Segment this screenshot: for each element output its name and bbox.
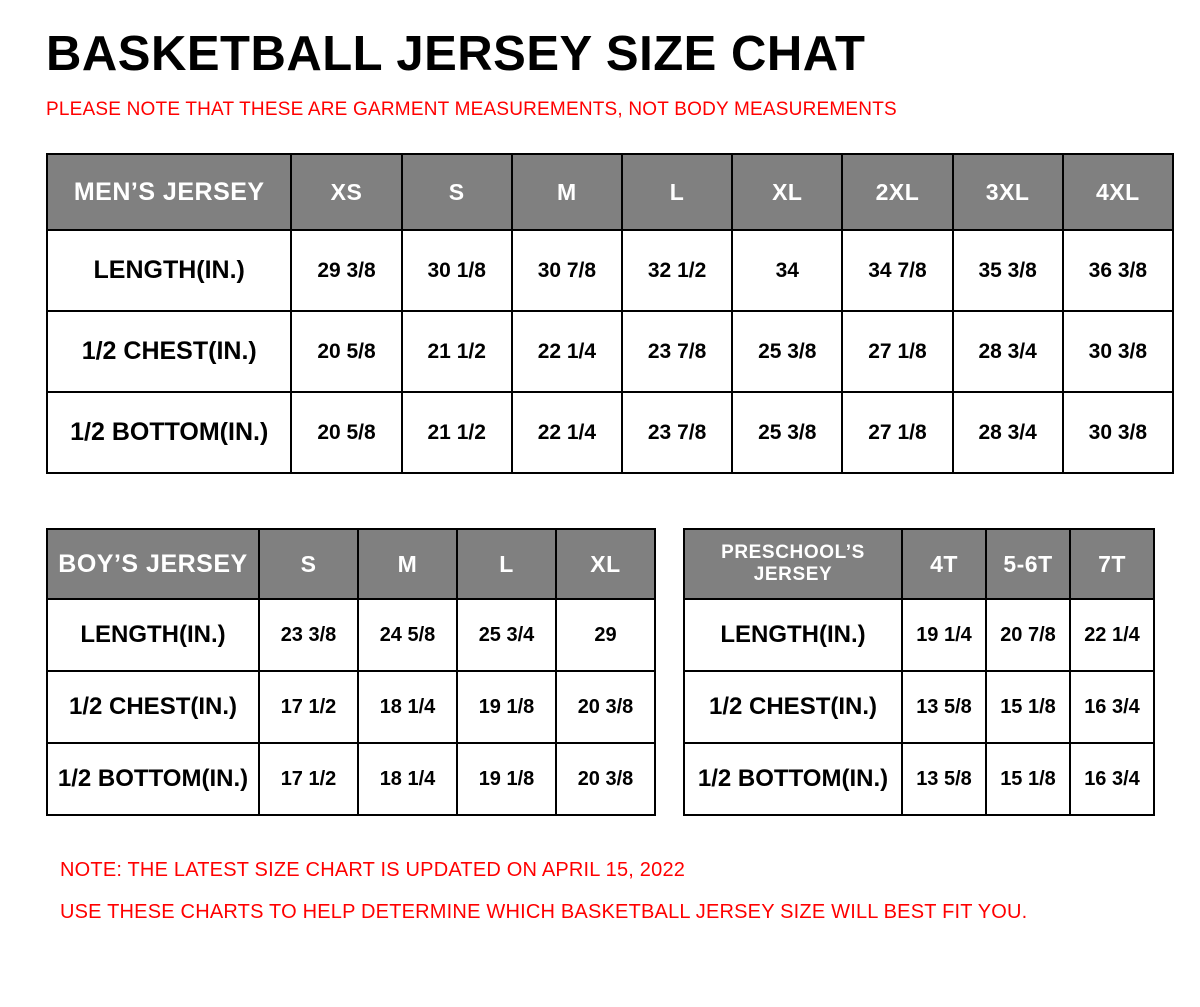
cell-value: 16 3/4 [1070, 743, 1154, 815]
mens-size-header: 3XL [953, 154, 1063, 230]
cell-value: 20 3/8 [556, 671, 655, 743]
cell-value: 17 1/2 [259, 743, 358, 815]
cell-value: 30 3/8 [1063, 392, 1173, 473]
cell-value: 13 5/8 [902, 671, 986, 743]
cell-value: 22 1/4 [512, 311, 622, 392]
cell-value: 34 [732, 230, 842, 311]
cell-value: 32 1/2 [622, 230, 732, 311]
table-row [684, 599, 1154, 671]
cell-value: 15 1/8 [986, 671, 1070, 743]
boys-size-header: M [358, 529, 457, 599]
cell-value: 28 3/4 [953, 392, 1063, 473]
cell-value: 28 3/4 [953, 311, 1063, 392]
table-row [47, 311, 1173, 392]
cell-value: 20 7/8 [986, 599, 1070, 671]
cell-value: 19 1/8 [457, 743, 556, 815]
cell-value: 23 7/8 [622, 392, 732, 473]
preschool-size-header: 4T [902, 529, 986, 599]
row-label: LENGTH(IN.) [47, 230, 291, 311]
row-label: 1/2 CHEST(IN.) [47, 671, 259, 743]
table-row [47, 671, 655, 743]
cell-value: 18 1/4 [358, 743, 457, 815]
table-row [47, 743, 655, 815]
row-label: 1/2 CHEST(IN.) [684, 671, 902, 743]
cell-value: 21 1/2 [402, 311, 512, 392]
page-title: BASKETBALL JERSEY SIZE CHAT [46, 27, 866, 81]
cell-value: 20 5/8 [291, 392, 401, 473]
cell-value: 27 1/8 [842, 392, 952, 473]
preschool-size-header: 5-6T [986, 529, 1070, 599]
table-row [47, 599, 655, 671]
mens-size-header: M [512, 154, 622, 230]
cell-value: 16 3/4 [1070, 671, 1154, 743]
cell-value: 13 5/8 [902, 743, 986, 815]
table-header-row [47, 529, 655, 599]
mens-jersey-size-table [46, 153, 1174, 474]
cell-value: 19 1/8 [457, 671, 556, 743]
cell-value: 29 3/8 [291, 230, 401, 311]
bottom-note-usage: USE THESE CHARTS TO HELP DETERMINE WHICH BASKETBALL JERSEY SIZE WILL BEST FIT YOU. [60, 901, 1028, 924]
row-label: LENGTH(IN.) [684, 599, 902, 671]
cell-value: 34 7/8 [842, 230, 952, 311]
cell-value: 23 3/8 [259, 599, 358, 671]
bottom-note-update: NOTE: THE LATEST SIZE CHART IS UPDATED ON APRIL 15, 2022 [60, 859, 686, 882]
boys-size-header: S [259, 529, 358, 599]
row-label: 1/2 BOTTOM(IN.) [684, 743, 902, 815]
mens-size-header: L [622, 154, 732, 230]
mens-size-header: XS [291, 154, 401, 230]
table-header-row [684, 529, 1154, 599]
top-disclaimer-note: PLEASE NOTE THAT THESE ARE GARMENT MEASUREMENTS, NOT BODY MEASUREMENTS [46, 98, 897, 120]
boys-size-header: XL [556, 529, 655, 599]
cell-value: 17 1/2 [259, 671, 358, 743]
cell-value: 23 7/8 [622, 311, 732, 392]
cell-value: 22 1/4 [512, 392, 622, 473]
row-label: LENGTH(IN.) [47, 599, 259, 671]
table-row [47, 230, 1173, 311]
cell-value: 30 3/8 [1063, 311, 1173, 392]
cell-value: 20 5/8 [291, 311, 401, 392]
mens-size-header: 4XL [1063, 154, 1173, 230]
preschool-size-header: 7T [1070, 529, 1154, 599]
cell-value: 27 1/8 [842, 311, 952, 392]
row-label: 1/2 CHEST(IN.) [47, 311, 291, 392]
cell-value: 25 3/4 [457, 599, 556, 671]
cell-value: 20 3/8 [556, 743, 655, 815]
cell-value: 36 3/8 [1063, 230, 1173, 311]
table-row [47, 392, 1173, 473]
table-row [684, 743, 1154, 815]
cell-value: 22 1/4 [1070, 599, 1154, 671]
table-header-row [47, 154, 1173, 230]
lower-tables-row [46, 528, 1176, 816]
mens-size-header: S [402, 154, 512, 230]
preschool-header-label: PRESCHOOL’S JERSEY [684, 529, 902, 599]
row-label: 1/2 BOTTOM(IN.) [47, 392, 291, 473]
cell-value: 19 1/4 [902, 599, 986, 671]
table-row [684, 671, 1154, 743]
bottom-notes [60, 860, 1176, 922]
row-label: 1/2 BOTTOM(IN.) [47, 743, 259, 815]
boys-header-label: BOY’S JERSEY [47, 529, 259, 599]
cell-value: 24 5/8 [358, 599, 457, 671]
cell-value: 15 1/8 [986, 743, 1070, 815]
mens-header-label: MEN’S JERSEY [47, 154, 291, 230]
mens-size-header: 2XL [842, 154, 952, 230]
cell-value: 25 3/8 [732, 392, 842, 473]
cell-value: 29 [556, 599, 655, 671]
boys-size-header: L [457, 529, 556, 599]
cell-value: 30 7/8 [512, 230, 622, 311]
preschool-jersey-size-table [683, 528, 1155, 816]
cell-value: 25 3/8 [732, 311, 842, 392]
cell-value: 30 1/8 [402, 230, 512, 311]
boys-jersey-size-table [46, 528, 656, 816]
cell-value: 21 1/2 [402, 392, 512, 473]
cell-value: 18 1/4 [358, 671, 457, 743]
mens-size-header: XL [732, 154, 842, 230]
cell-value: 35 3/8 [953, 230, 1063, 311]
